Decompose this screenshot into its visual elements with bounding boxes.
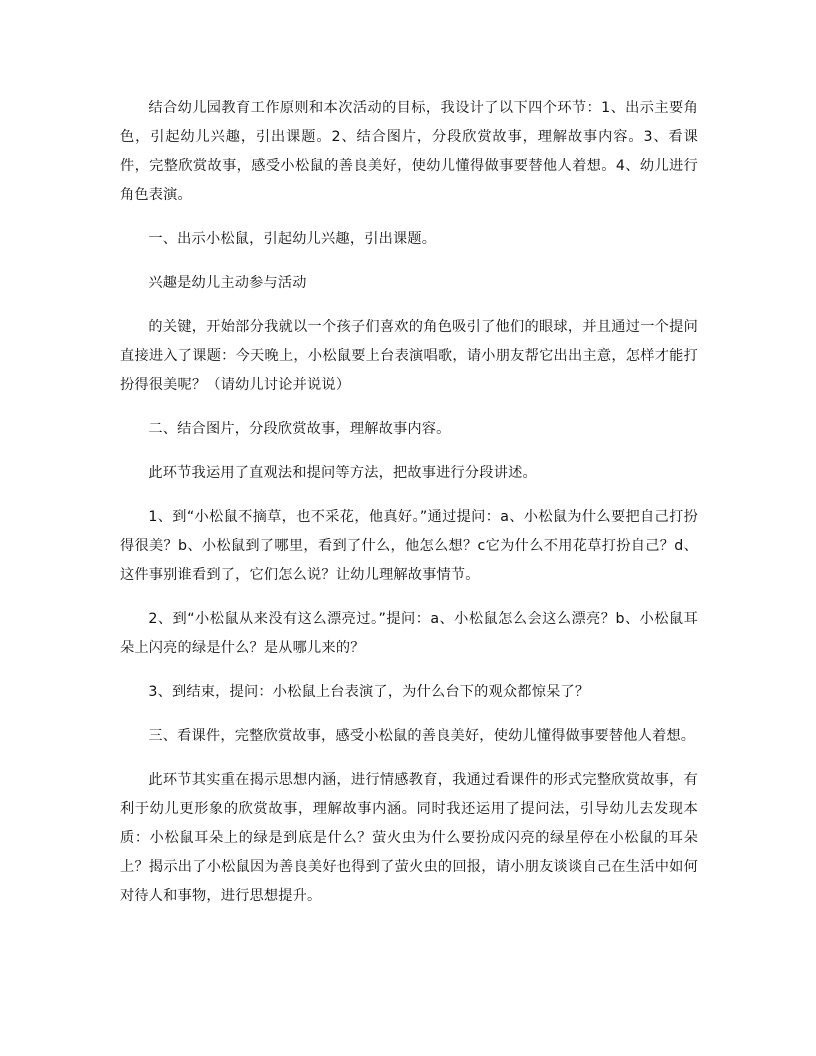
document-page [120,94,698,926]
list-item-1: 1、到“小松鼠不摘草，也不采花，他真好。”通过提问：a、小松鼠为什么要把自己打扮得很美？b、小松鼠到了哪里，看到了什么，他怎么想？c它为什么不用花草打扮自己？d、这件事别谁看到了，它们怎么说？让幼儿理解故事情节。 [120,509,698,583]
paragraph-intro: 结合幼儿园教育工作原则和本次活动的目标，我设计了以下四个环节：1、出示主要角色，引起幼儿兴趣，引出课题。2、结合图片，分段欣赏故事，理解故事内容。3、看课件，完整欣赏故事，感受小松鼠的善良美好，使幼儿懂得做事要替他人着想。4、幼儿进行角色表演。 [120,100,698,203]
section-heading-1: 一、出示小松鼠，引起幼儿兴趣，引出课题。 [148,231,437,247]
list-item-3: 3、到结束，提问：小松鼠上台表演了，为什么台下的观众都惊呆了？ [148,684,590,700]
paragraph-conclusion: 此环节其实重在揭示思想内涵，进行情感教育，我通过看课件的形式完整欣赏故事，有利于幼儿更形象的欣赏故事，理解故事内涵。同时我还运用了提问法，引导幼儿去发现本质：小松鼠耳朵上的绿是到底是什么？萤火虫为什么要扮成闪亮的绿星停在小松鼠的耳朵上？揭示出了小松鼠因为善良美好也得到了萤火虫的回报，请小朋友谈谈自己在生活中如何对待人和事物，进行思想提升。 [120,772,698,904]
list-item-2: 2、到“小松鼠从来没有这么漂亮过。”提问：a、小松鼠怎么会这么漂亮？b、小松鼠耳朵上闪亮的绿是什么？是从哪儿来的？ [120,611,698,656]
paragraph-method: 此环节我运用了直观法和提问等方法，把故事进行分段讲述。 [148,465,537,481]
section-heading-2: 二、结合图片，分段欣赏故事，理解故事内容。 [148,421,451,437]
section-heading-3: 三、看课件，完整欣赏故事，感受小松鼠的善良美好，使幼儿懂得做事要替他人着想。 [148,728,696,744]
paragraph-interest: 兴趣是幼儿主动参与活动 [148,275,307,291]
paragraph-key-point: 的关键，开始部分我就以一个孩子们喜欢的角色吸引了他们的眼球，并且通过一个提问直接进入了课题：今天晚上，小松鼠要上台表演唱歌，请小朋友帮它出出主意，怎样才能打扮得很美呢？（请幼儿讨论并说说） [120,319,698,393]
